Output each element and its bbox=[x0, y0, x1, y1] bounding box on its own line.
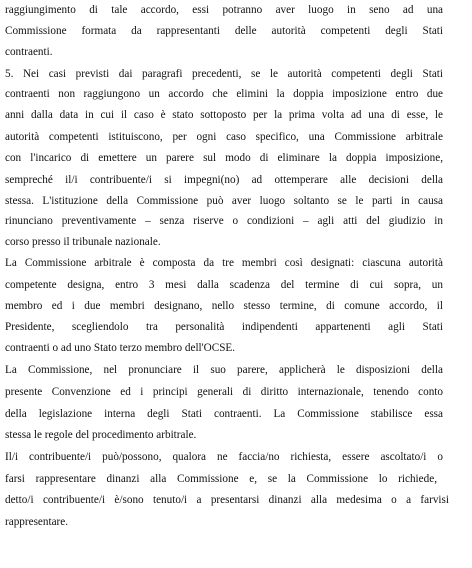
text-line: anni dalla data in cui il caso è stato sottoposto per la prima volta ad una di esse, le bbox=[5, 109, 443, 121]
text-line: sempreché il/i contribuente/i si impegni(no) ad ottemperare alle decisioni della bbox=[5, 174, 443, 186]
text-line: presente Convenzione ed i principi generali di diritto internazionale, tenendo conto bbox=[5, 386, 443, 398]
text-line: corso presso il tribunale nazionale. bbox=[5, 236, 161, 248]
text-line: rappresentare. bbox=[5, 516, 69, 528]
text-line: competente designa, entro 3 mesi dalla scadenza del termine di cui sopra, un bbox=[5, 279, 443, 291]
text-line: La Commissione, nel pronunciare il suo parere, applicherà le disposizioni della bbox=[5, 364, 443, 376]
text-line: La Commissione arbitrale è composta da tre membri così designati: ciascuna autorità bbox=[5, 257, 443, 269]
text-line: della legislazione interna degli Stati contraenti. La Commissione stabilisce essa bbox=[5, 408, 443, 420]
text-line: con l'incarico di emettere un parere sul modo di eliminare la doppia imposizione, bbox=[5, 152, 443, 164]
text-line: contraenti non raggiungono un accordo che elimini la doppia imposizione entro due bbox=[5, 88, 443, 100]
text-line: rinunciano preventivamente – senza riserve o condizioni – agli atti del giudizio in bbox=[5, 215, 443, 227]
text-line: membro ed i due membri designano, nello stesso termine, di comune accordo, il bbox=[5, 300, 443, 312]
text-line: 5. Nei casi previsti dai paragrafi precedenti, se le autorità competenti degli Stati bbox=[5, 68, 443, 80]
text-line: contraenti o ad uno Stato terzo membro dell'OCSE. bbox=[5, 342, 236, 354]
text-line: autorità competenti istituiscono, per ogni caso specifico, una Commissione arbitrale bbox=[5, 131, 443, 143]
text-line: farsi rappresentare dinanzi alla Commissione e, se la Commissione lo richiede, bbox=[5, 473, 437, 485]
text-line: raggiungimento di tale accordo, essi potranno aver luogo in seno ad una bbox=[5, 4, 443, 16]
text-line: stessa le regole del procedimento arbitrale. bbox=[5, 429, 197, 441]
text-line: stessa. L'istituzione della Commissione può aver luogo soltanto se le parti in causa bbox=[5, 195, 443, 207]
text-line: detto/i contribuente/i è/sono tenuto/i a presentarsi dinanzi alla medesima o a farvisi bbox=[5, 494, 449, 506]
text-line: Commissione formata da rappresentanti delle autorità competenti degli Stati bbox=[5, 25, 443, 37]
text-line: Presidente, scegliendolo tra personalità indipendenti appartenenti agli Stati bbox=[5, 321, 443, 333]
text-line: Il/i contribuente/i può/possono, qualora ne faccia/no richiesta, essere ascoltato/i o bbox=[5, 451, 443, 463]
text-line: contraenti. bbox=[5, 46, 53, 58]
